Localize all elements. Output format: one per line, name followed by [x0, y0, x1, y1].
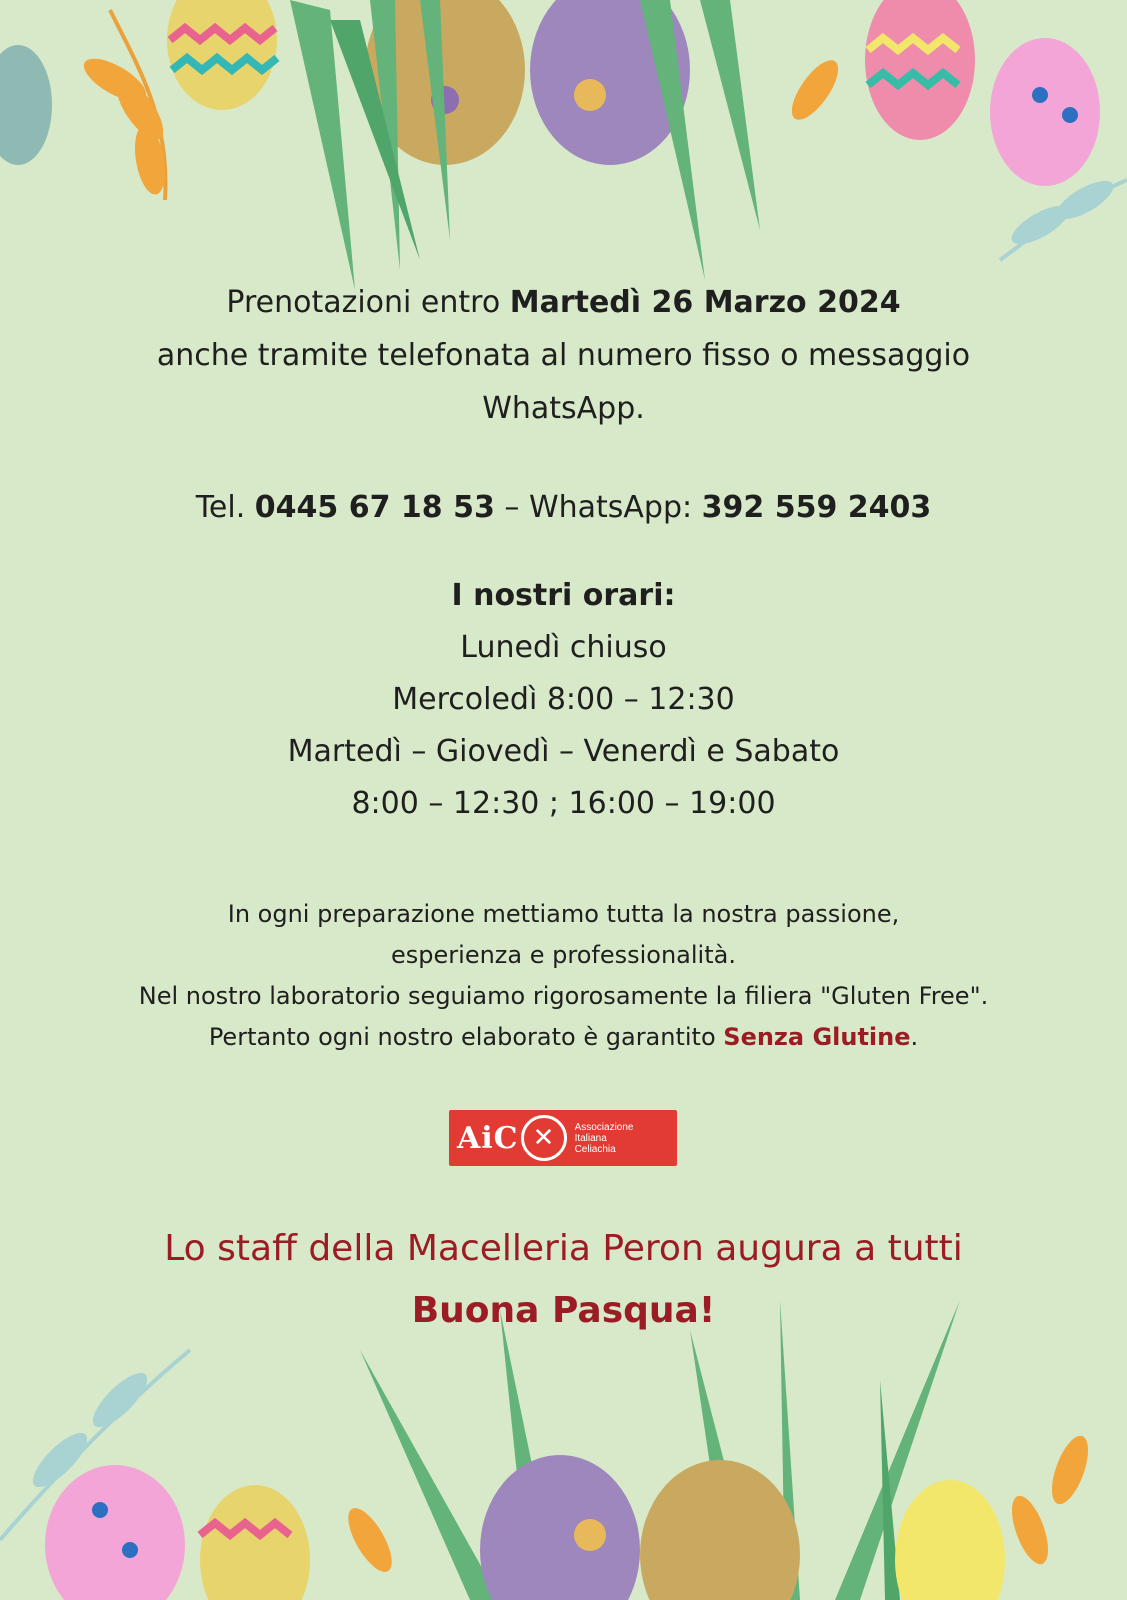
hours-times: 8:00 – 12:30 ; 16:00 – 19:00 [351, 786, 776, 821]
booking-prefix: Prenotazioni entro [226, 285, 510, 320]
grass-blade-icon [290, 0, 760, 290]
contact-line [0, 482, 1127, 534]
logo-name-line: Italiana [574, 1132, 607, 1144]
booking-info [0, 276, 1127, 435]
gluten-free-highlight: Senza Glutine [723, 1023, 911, 1051]
hours-days: Martedì – Giovedì – Venerdì e Sabato [287, 734, 840, 769]
statement-line: In ogni preparazione mettiamo tutta la nostra passione, [227, 900, 900, 928]
statement-prefix: Pertanto ogni nostro elaborato è garantito [208, 1023, 724, 1051]
bottom-decoration [0, 1290, 1127, 1600]
booking-deadline-line [0, 276, 1127, 329]
logo-name [575, 1122, 634, 1155]
hours-monday: Lunedì chiuso [460, 630, 667, 665]
logo-abbr: AiC [457, 1120, 519, 1156]
opening-hours [0, 570, 1127, 830]
top-decoration [0, 0, 1127, 300]
tel-label: Tel. [195, 490, 255, 525]
statement-line [0, 1017, 1127, 1058]
logo-name-line: Celiachia [574, 1143, 616, 1155]
booking-whatsapp: WhatsApp. [482, 391, 645, 426]
statement-line: Nel nostro laboratorio seguiamo rigorosamente la filiera "Gluten Free". [138, 982, 989, 1010]
aic-logo [449, 1110, 677, 1166]
gluten-free-statement [0, 894, 1127, 1058]
hours-wednesday: Mercoledì 8:00 – 12:30 [392, 682, 735, 717]
booking-deadline: Martedì 26 Marzo 2024 [509, 285, 901, 320]
wheat-crossed-icon: ✕ [521, 1115, 567, 1161]
tel-number: 0445 67 18 53 [254, 490, 495, 525]
booking-channels: anche tramite telefonata al numero fisso o messaggio [156, 338, 971, 373]
logo-name-line: Associazione [574, 1121, 634, 1133]
whatsapp-number: 392 559 2403 [701, 490, 932, 525]
greeting-line: Lo staff della Macelleria Peron augura a tutti [164, 1228, 963, 1269]
statement-line: esperienza e professionalità. [391, 941, 736, 969]
greeting-headline: Buona Pasqua! [411, 1290, 716, 1331]
hours-title: I nostri orari: [451, 578, 676, 613]
statement-suffix: . [910, 1023, 919, 1051]
whatsapp-label: – WhatsApp: [494, 490, 702, 525]
